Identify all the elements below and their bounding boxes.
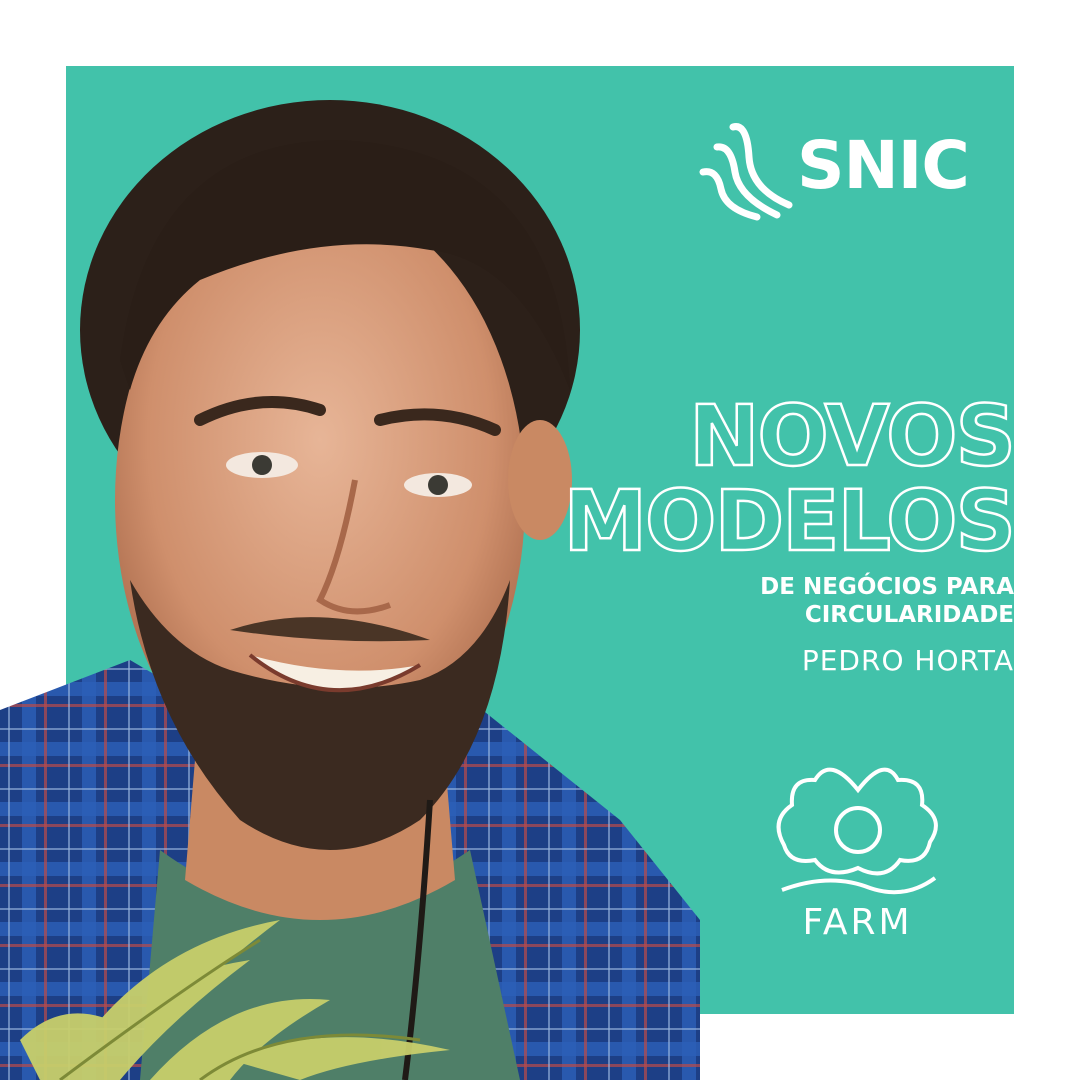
headline-line-2: MODELOS — [563, 472, 1014, 560]
subtitle-line-1: DE NEGÓCIOS PARA — [760, 574, 1014, 600]
subtitle-line-2: CIRCULARIDADE — [804, 602, 1014, 628]
snic-brand-name: SNIC — [797, 127, 969, 204]
headline — [520, 390, 1020, 560]
headline-line-1: NOVOS — [689, 390, 1014, 485]
speaker-photo — [0, 60, 700, 1080]
speaker-name: PEDRO HORTA — [801, 644, 1014, 677]
farm-brand-name: FARM — [802, 902, 913, 943]
